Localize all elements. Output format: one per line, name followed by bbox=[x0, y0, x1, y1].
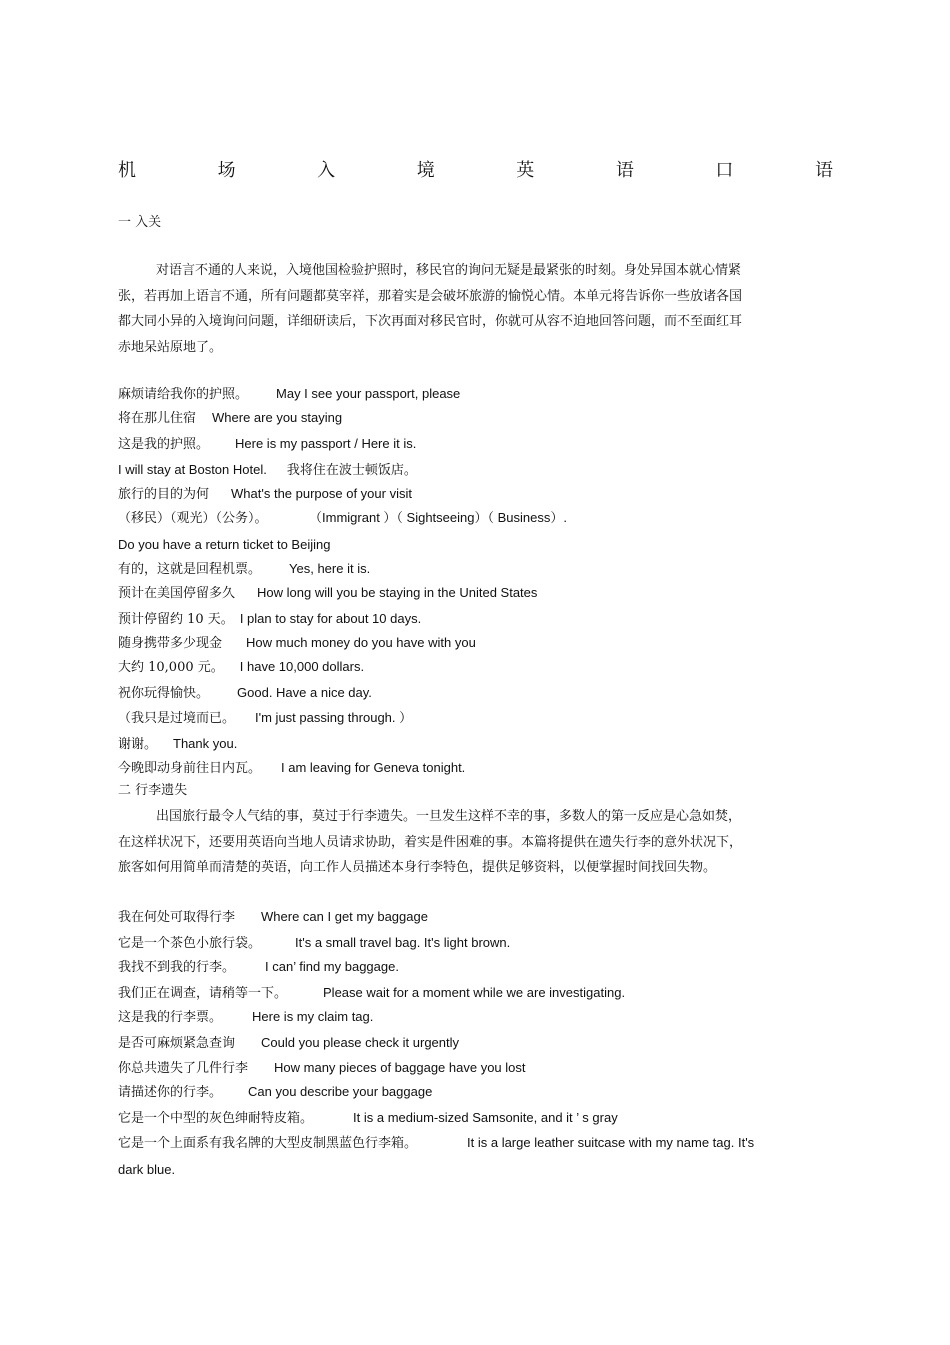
phrase-line bbox=[118, 658, 364, 677]
section1-paragraph: 对语言不通的人来说，入境他国检验护照时，移民官的询问无疑是最紧张的时刻。身处异国本就心情紧张，若再加上语言不通，所有问题都莫宰祥，那着实是会破坏旅游的愉悦心情。本单元将告诉你一些放诸各国都大同小异的入境询问问题，详细研读后，下次再面对移民官时，你就可从容不迫地回答问题，而不至面红耳赤地呆站原地了。 bbox=[118, 263, 743, 355]
phrase-cn: 祝你玩得愉快。 bbox=[118, 686, 210, 701]
phrase-cn: 大约 10,000 元。 bbox=[118, 660, 224, 675]
phrase-cn: 今晚即动身前往日内瓦。 bbox=[118, 761, 262, 776]
phrase-cn: 麻烦请给我你的护照。 bbox=[118, 387, 249, 402]
phrase-line bbox=[118, 461, 417, 480]
phrase-line bbox=[118, 984, 625, 1003]
phrase-line: Do you have a return ticket to Beijing bbox=[118, 537, 331, 552]
title-char: 语 bbox=[615, 160, 634, 181]
title-char: 场 bbox=[217, 160, 236, 181]
phrase-cn: 是否可麻烦紧急查询 bbox=[118, 1036, 236, 1051]
phrase-cn: 我在何处可取得行李 bbox=[118, 910, 236, 925]
phrase-en: Could you please check it urgently bbox=[261, 1035, 460, 1050]
phrase-cn: 随身携带多少现金 bbox=[118, 636, 223, 651]
phrase-cn: 这是我的护照。 bbox=[118, 437, 210, 452]
section2-heading: 二 行李遗失 bbox=[118, 783, 188, 798]
phrase-en: Where are you staying bbox=[212, 410, 343, 425]
phrase-en: Here is my passport / Here it is. bbox=[235, 436, 417, 451]
phrase-en: I'm just passing through. ） bbox=[255, 710, 413, 725]
phrase-line bbox=[118, 684, 372, 703]
title-char: 语 bbox=[814, 160, 833, 181]
phrase-en: How much money do you have with you bbox=[246, 635, 476, 650]
phrase-cn: 它是一个茶色小旅行袋。 bbox=[118, 936, 262, 951]
phrase-en: I have 10,000 dollars. bbox=[239, 659, 365, 674]
phrase-cn: 我找不到我的行李。 bbox=[118, 960, 236, 975]
phrase-cn: 你总共遗失了几件行李 bbox=[118, 1061, 249, 1076]
phrase-line bbox=[118, 1109, 618, 1128]
phrase-en: How many pieces of baggage have you lost bbox=[274, 1060, 526, 1075]
phrase-line bbox=[118, 610, 421, 629]
section2-paragraph: 出国旅行最令人气结的事，莫过于行李遗失。一旦发生这样不幸的事，多数人的第一反应是心急如焚，在这样状况下，还要用英语向当地人员请求协助，着实是件困难的事。本篇将提供在遗失行李的意外状况下，旅客如何用简单而清楚的英语，向工作人员描述本身行李特色，提供足够资料，以便掌握时间找回失物。 bbox=[118, 809, 743, 875]
phrase-cn: （移民）（观光）（公务）。 bbox=[118, 511, 268, 526]
phrase-en: Yes, here it is. bbox=[289, 561, 371, 576]
phrase-cn: 预计停留约 10 天。 bbox=[118, 612, 234, 627]
phrase-line bbox=[118, 908, 428, 927]
phrase-line bbox=[118, 409, 342, 428]
title-char: 入 bbox=[317, 160, 336, 181]
phrase-en: （Immigrant ）（ Sightseeing）（ Business）. bbox=[315, 510, 567, 525]
phrase-line-continuation: dark blue. bbox=[118, 1162, 176, 1177]
title-char: 英 bbox=[516, 160, 535, 181]
phrase-line bbox=[118, 435, 416, 454]
phrase-line bbox=[118, 759, 465, 778]
phrase-line bbox=[118, 385, 460, 404]
phrase-en: What's the purpose of your visit bbox=[231, 486, 412, 501]
section1-heading: 一 入关 bbox=[118, 215, 162, 230]
phrase-en: Good. Have a nice day. bbox=[237, 685, 372, 700]
phrase-line bbox=[118, 560, 370, 579]
phrase-cn: 这是我的行李票。 bbox=[118, 1010, 223, 1025]
phrase-line bbox=[118, 1083, 432, 1102]
phrase-line bbox=[118, 1134, 754, 1153]
phrase-line bbox=[118, 634, 476, 653]
phrase-en: I can’ find my baggage. bbox=[265, 959, 399, 974]
phrase-cn: 我们正在调查，请稍等一下。 bbox=[118, 986, 288, 1001]
phrase-en: How long will you be staying in the United States bbox=[257, 585, 538, 600]
phrase-en: I am leaving for Geneva tonight. bbox=[281, 760, 466, 775]
phrase-cn: 它是一个上面系有我名牌的大型皮制黑蓝色行李箱。 bbox=[118, 1136, 418, 1151]
phrase-cn: 它是一个中型的灰色绅耐特皮箱。 bbox=[118, 1111, 314, 1126]
phrase-en: I will stay at Boston Hotel. bbox=[118, 462, 267, 477]
phrase-en: Here is my claim tag. bbox=[252, 1009, 374, 1024]
title-char: 口 bbox=[715, 160, 734, 181]
phrase-line bbox=[118, 958, 399, 977]
phrase-cn: 将在那儿住宿 bbox=[118, 411, 197, 426]
phrase-line bbox=[118, 1059, 526, 1078]
phrase-en: It is a medium-sized Samsonite, and it ’ s gray bbox=[353, 1110, 618, 1125]
phrase-cn: 预计在美国停留多久 bbox=[118, 586, 236, 601]
phrase-line bbox=[118, 709, 412, 728]
phrase-en: Please wait for a moment while we are investigating. bbox=[323, 985, 626, 1000]
phrase-en: May I see your passport, please bbox=[276, 386, 461, 401]
phrase-line bbox=[118, 485, 412, 504]
title-char: 机 bbox=[118, 160, 136, 181]
phrase-line bbox=[118, 1008, 373, 1027]
phrase-cn: 我将住在波士顿饭店。 bbox=[286, 463, 417, 478]
phrase-en: Where can I get my baggage bbox=[261, 909, 428, 924]
phrase-cn: 有的，这就是回程机票。 bbox=[118, 562, 262, 577]
phrase-en: It's a small travel bag. It's light brown. bbox=[295, 935, 511, 950]
phrase-en: It is a large leather suitcase with my name tag. It's bbox=[467, 1135, 755, 1150]
phrase-cn: 谢谢。 bbox=[118, 737, 158, 752]
phrase-cn: 请描述你的行李。 bbox=[118, 1085, 223, 1100]
phrase-line bbox=[118, 934, 510, 953]
phrase-line bbox=[118, 584, 537, 603]
phrase-en: Thank you. bbox=[173, 736, 238, 751]
title-char: 境 bbox=[416, 160, 435, 181]
phrase-en: I plan to stay for about 10 days. bbox=[239, 611, 422, 626]
phrase-line bbox=[118, 1034, 459, 1053]
phrase-line bbox=[118, 735, 237, 754]
phrase-en: Can you describe your baggage bbox=[248, 1084, 433, 1099]
phrase-cn: 旅行的目的为何 bbox=[118, 487, 210, 502]
phrase-cn: （我只是过境而已。 bbox=[118, 711, 236, 726]
phrase-line bbox=[118, 509, 567, 528]
page-title bbox=[118, 158, 833, 184]
